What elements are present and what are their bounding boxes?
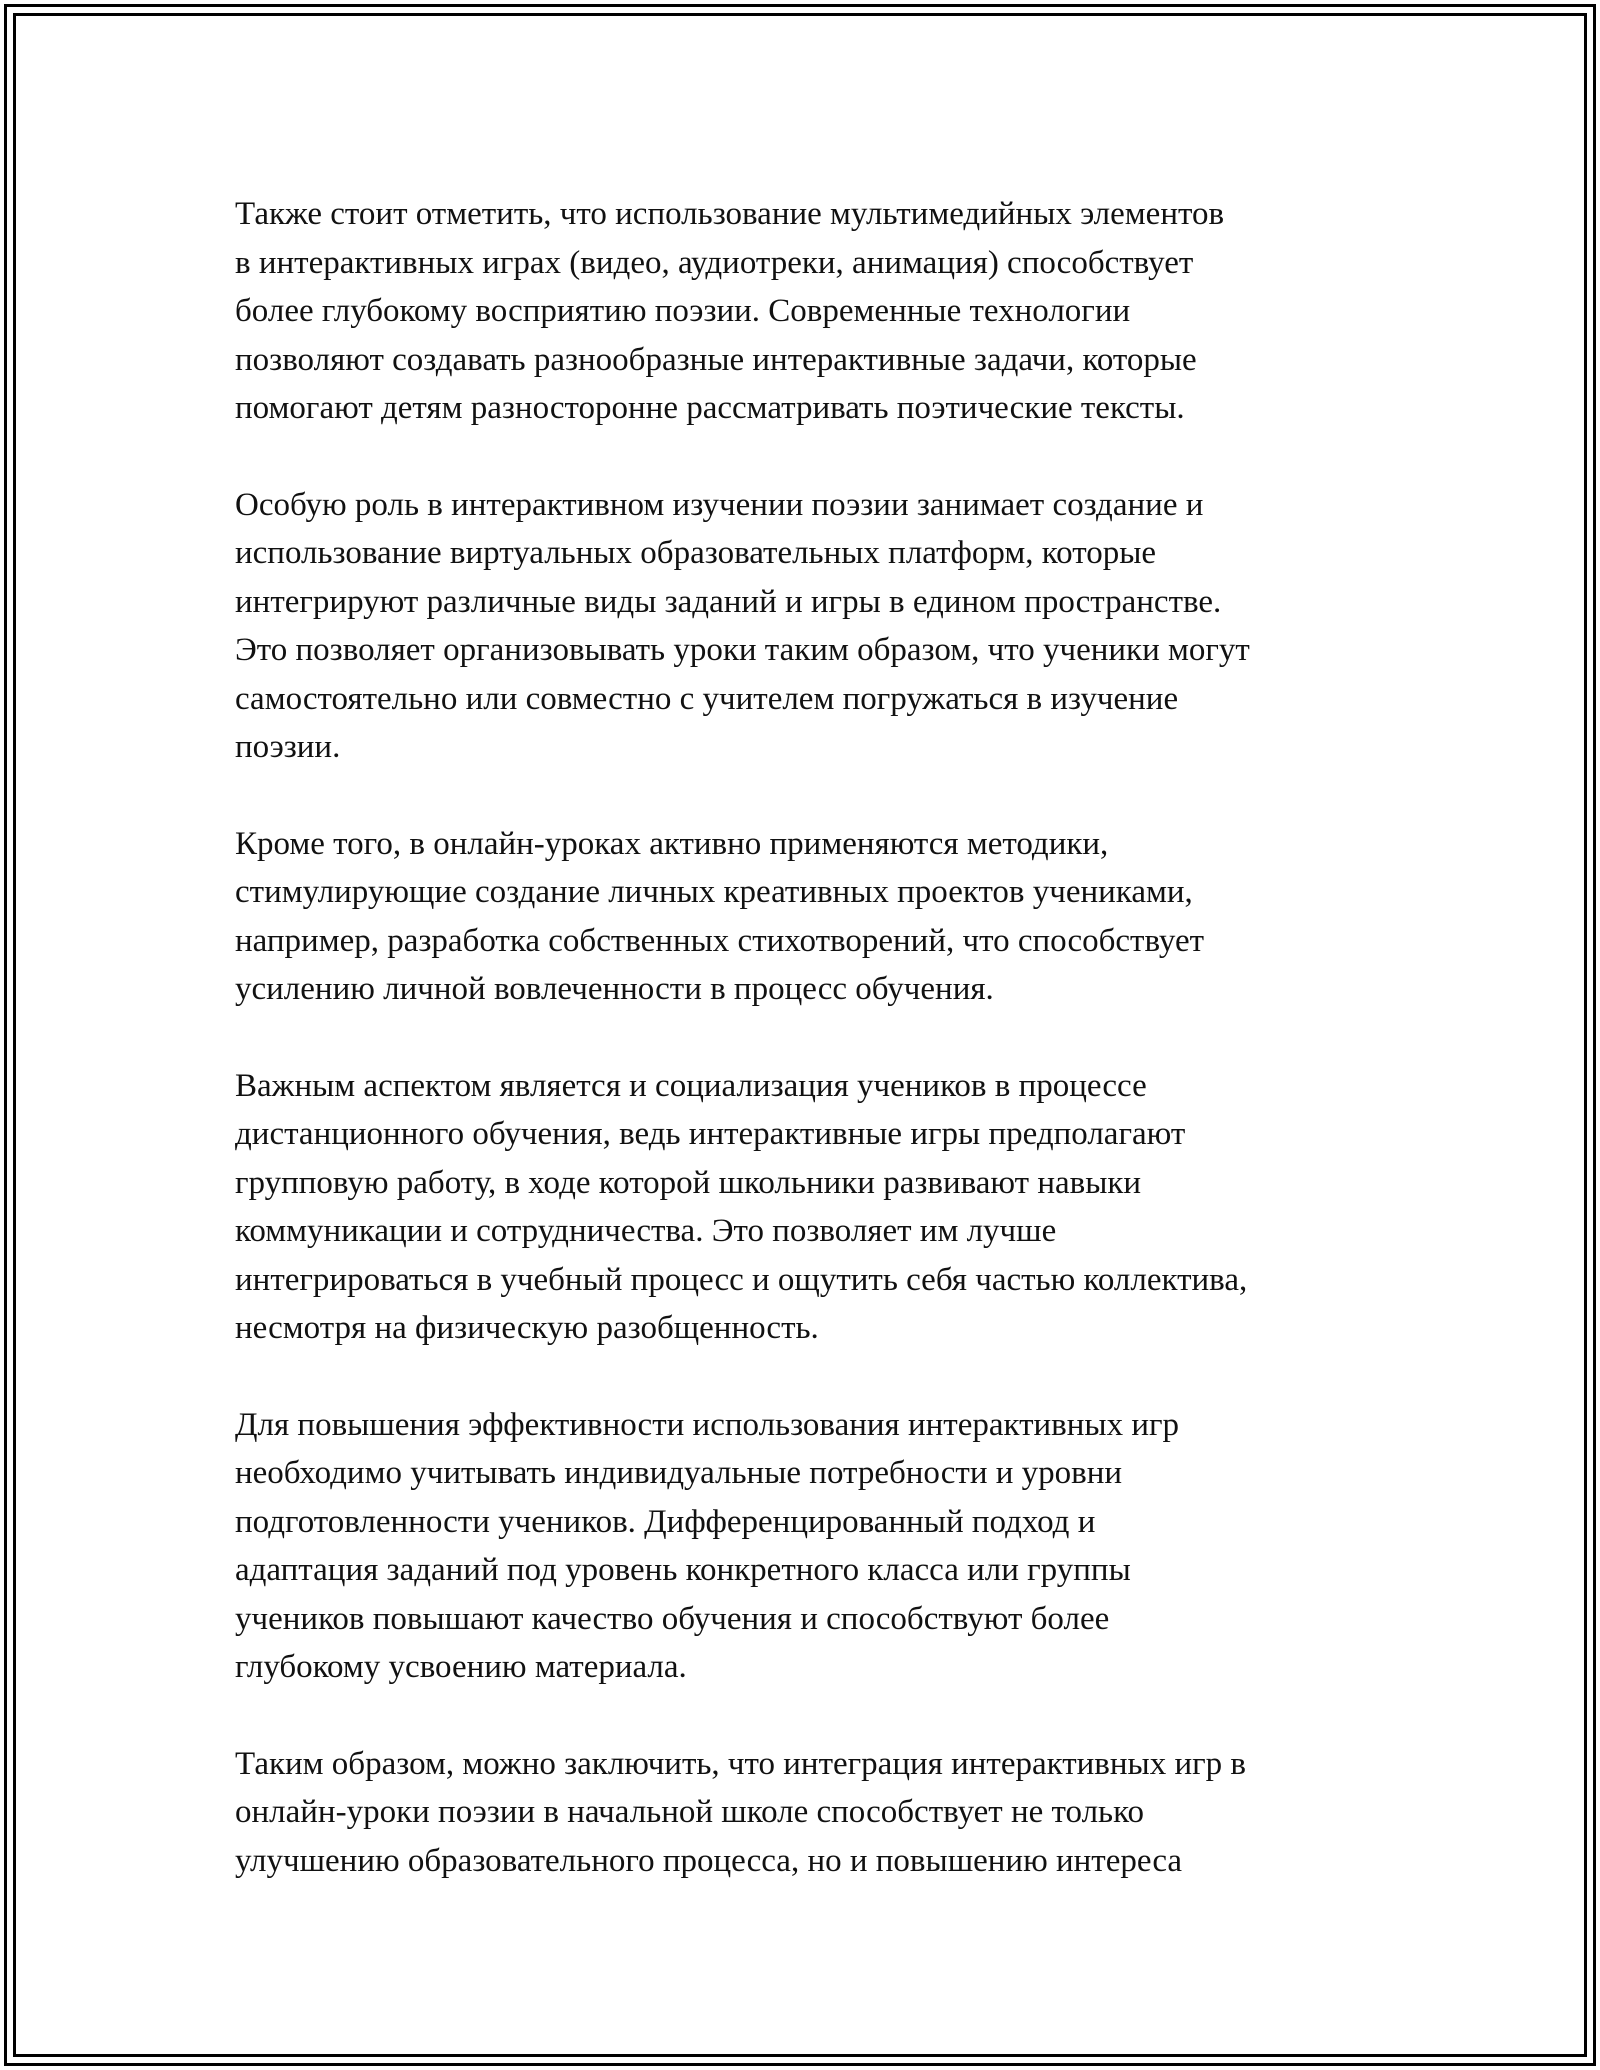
text-line: Особую роль в интерактивном изучении поэзии занимает создание и — [235, 486, 1204, 523]
text-line: коммуникации и сотрудничества. Это позволяет им лучше — [235, 1213, 1057, 1249]
document-body — [235, 190, 1395, 1933]
text-line: Также стоит отметить, что использование мультимедийных элементов — [235, 196, 1225, 232]
text-line: Кроме того, в онлайн-уроках активно применяются методики, — [235, 825, 1109, 862]
text-line: помогают детям разносторонне рассматривать поэтические тексты. — [235, 390, 1185, 426]
text-line: Это позволяет организовывать уроки таким образом, что ученики могут — [235, 632, 1250, 668]
text-line: Важным аспектом является и социализация учеников в процессе — [235, 1067, 1147, 1104]
text-line: Для повышения эффективности использования интерактивных игр — [235, 1406, 1180, 1443]
text-line: в интерактивных играх (видео, аудиотреки, анимация) способствует — [235, 244, 1194, 281]
text-line: онлайн-уроки поэзии в начальной школе способствует не только — [235, 1794, 1144, 1830]
paragraph-socialization — [235, 1062, 1395, 1353]
text-line: адаптация заданий под уровень конкретного класса или группы — [235, 1552, 1131, 1588]
text-line: стимулирующие создание личных креативных проектов учениками, — [235, 874, 1193, 910]
text-line: дистанционного обучения, ведь интерактивные игры предполагают — [235, 1116, 1186, 1152]
text-line: например, разработка собственных стихотворений, что способствует — [235, 922, 1205, 959]
paragraph-conclusion — [235, 1740, 1395, 1886]
text-line: использование виртуальных образовательных платформ, которые — [235, 535, 1157, 571]
text-line: более глубокому восприятию поэзии. Современные технологии — [235, 293, 1131, 329]
text-line: усилению личной вовлеченности в процесс обучения. — [235, 971, 994, 1007]
text-line: Таким образом, можно заключить, что интеграция интерактивных игр в — [235, 1745, 1246, 1782]
text-line: учеников повышают качество обучения и способствуют более — [235, 1600, 1110, 1637]
text-line: необходимо учитывать индивидуальные потребности и уровни — [235, 1455, 1123, 1491]
text-line: позволяют создавать разнообразные интерактивные задачи, которые — [235, 341, 1197, 378]
text-line: улучшению образовательного процесса, но и повышению интереса — [235, 1842, 1183, 1879]
text-line: групповую работу, в ходе которой школьники развивают навыки — [235, 1164, 1142, 1201]
paragraph-virtual-platforms — [235, 481, 1395, 772]
text-line: несмотря на физическую разобщенность. — [235, 1310, 819, 1346]
text-line: подготовленности учеников. Дифференцированный подход и — [235, 1503, 1096, 1540]
text-line: поэзии. — [235, 729, 341, 765]
text-line: глубокому усвоению материала. — [235, 1649, 687, 1685]
text-line: интегрируют различные виды заданий и игры в едином пространстве. — [235, 583, 1222, 620]
text-line: интегрироваться в учебный процесс и ощутить себя частью коллектива, — [235, 1261, 1248, 1298]
text-line: самостоятельно или совместно с учителем погружаться в изучение — [235, 680, 1179, 717]
paragraph-creative-projects — [235, 820, 1395, 1014]
paragraph-differentiation — [235, 1401, 1395, 1692]
paragraph-multimedia — [235, 190, 1395, 433]
